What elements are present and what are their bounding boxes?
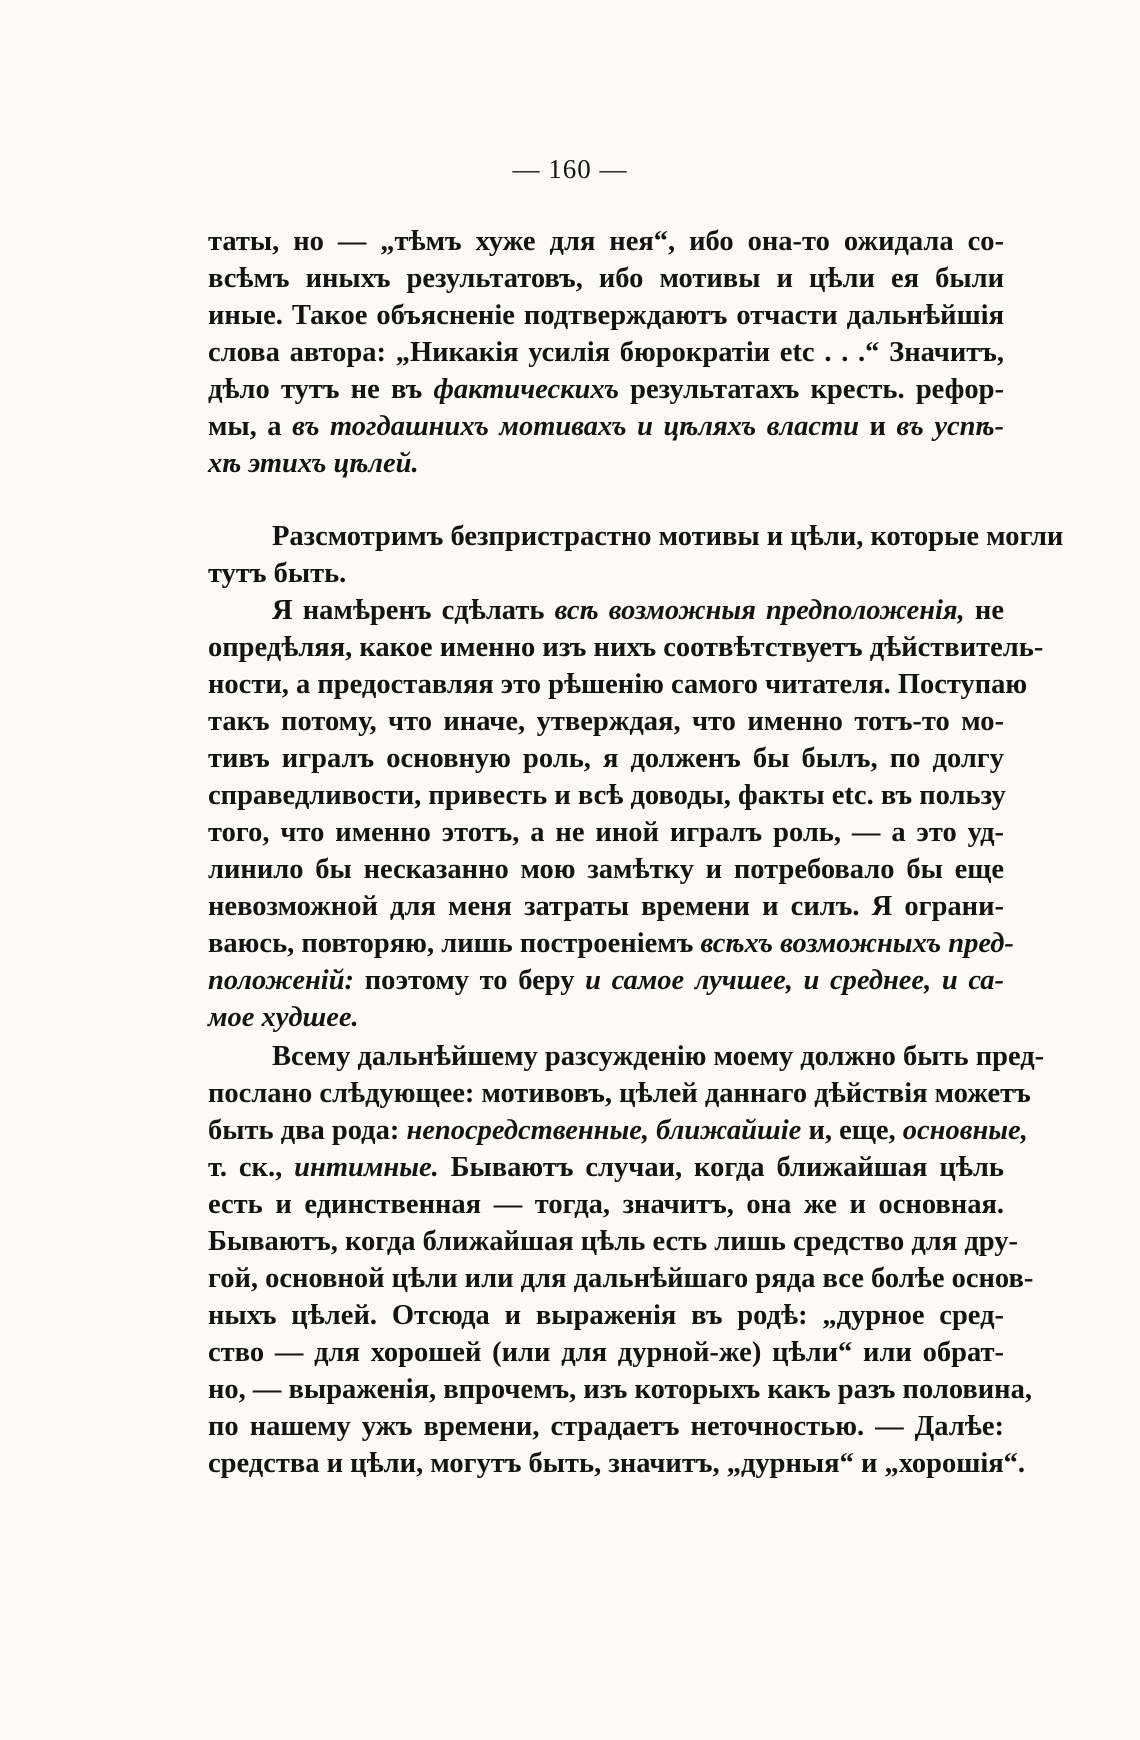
text-run: но, — выраженія, впрочемъ, изъ которыхъ какъ разъ половина, — [208, 1374, 1032, 1405]
text-run: гой, основной цѣли или для дальнѣйшаго ряда все болѣе основ- — [208, 1263, 1034, 1294]
text-run: послано слѣдующее: мотивовъ, цѣлей даннаго дѣйствія можетъ — [208, 1078, 1031, 1109]
text-run: опредѣляя, какое именно изъ нихъ соотвѣтствуетъ дѣйствитель- — [208, 632, 1044, 663]
text-run: и — [858, 411, 897, 442]
text-line — [208, 1260, 1034, 1297]
italic-text: въ успѣ- — [896, 411, 1004, 442]
text-line — [208, 629, 1044, 666]
text-run: линило бы несказанно мою замѣтку и потребовало бы еще — [208, 854, 1004, 885]
text-run: и, еще, — [801, 1115, 903, 1146]
text-run: тутъ быть. — [208, 558, 347, 589]
text-run: мы, а — [208, 411, 293, 442]
text-line — [208, 223, 1004, 260]
text-run: результатахъ кресть. рефор- — [618, 374, 1004, 405]
text-line — [208, 999, 1004, 1036]
text-run: того, что именно этотъ, а не иной игралъ роль, — а это уд- — [208, 817, 1004, 848]
text-line — [208, 334, 1004, 371]
text-line — [208, 518, 1064, 555]
text-line — [208, 740, 1004, 777]
text-line — [208, 777, 1004, 814]
italic-text: и самое лучшее, и среднее, и са- — [585, 965, 1004, 996]
text-line — [208, 888, 1004, 925]
paragraph-2 — [208, 518, 1064, 1036]
text-run: Я намѣренъ сдѣлать — [272, 595, 555, 626]
text-run: поэтому то беру — [354, 965, 586, 996]
text-line — [208, 1334, 1004, 1371]
text-line — [208, 814, 1004, 851]
text-line — [208, 1038, 1045, 1075]
text-run: ство — для хорошей (или для дурной-же) цѣли“ или обрат- — [208, 1337, 1004, 1368]
text-line — [208, 592, 1004, 629]
italic-text: всѣхъ возможныхъ пред- — [700, 928, 1014, 959]
text-line — [208, 1149, 1004, 1186]
text-line — [208, 1445, 1026, 1482]
text-line — [208, 1408, 1004, 1445]
text-line — [208, 371, 1004, 408]
text-line — [208, 1186, 1004, 1223]
text-run: всѣмъ иныхъ результатовъ, ибо мотивы и цѣли ея были — [208, 263, 1004, 294]
text-line — [208, 1371, 1032, 1408]
text-run: такъ потому, что иначе, утверждая, что именно тотъ-то мо- — [208, 706, 1004, 737]
italic-text: фактическихъ — [433, 374, 619, 405]
text-line — [208, 1223, 1018, 1260]
text-run: невозможной для меня затраты времени и силъ. Я ограни- — [208, 891, 1004, 922]
text-line — [208, 925, 1014, 962]
text-run: средства и цѣли, могутъ быть, значитъ, „дурныя“ и „хорошія“. — [208, 1448, 1026, 1479]
text-run: иные. Такое объясненіе подтверждаютъ отчасти дальнѣйшія — [208, 300, 1004, 331]
text-line — [208, 297, 1004, 334]
text-run: Разсмотримъ безпристрастно мотивы и цѣли, которые могли — [272, 521, 1064, 552]
text-line — [208, 1112, 1028, 1149]
text-run: Всему дальнѣйшему разсужденію моему должно быть пред- — [272, 1041, 1045, 1072]
italic-text: въ тогдашнихъ мотивахъ и цѣляхъ власти — [292, 411, 859, 442]
text-run: т. ск., — [208, 1152, 295, 1183]
italic-text: интимные. — [294, 1152, 439, 1183]
text-run: есть и единственная — тогда, значитъ, она же и основная. — [208, 1189, 1004, 1220]
text-run: справедливости, привесть и всѣ доводы, факты etc. въ пользу — [208, 780, 1006, 811]
text-run: не — [964, 595, 1004, 626]
text-line — [208, 408, 1004, 445]
paragraph-1 — [208, 223, 1004, 482]
text-run: ваюсь, повторяю, лишь построеніемъ — [208, 928, 701, 959]
text-run: быть два рода: — [208, 1115, 407, 1146]
text-line — [208, 851, 1004, 888]
text-line — [208, 666, 1028, 703]
text-run: дѣло тутъ не въ — [208, 374, 434, 405]
italic-text: мое худшее. — [208, 1002, 359, 1033]
italic-text: положеній: — [208, 965, 355, 996]
text-line — [208, 703, 1004, 740]
italic-text: всѣ возможныя предположенія, — [554, 595, 965, 626]
italic-text: основные, — [902, 1115, 1028, 1146]
paragraph-3 — [208, 1038, 1045, 1482]
text-run: тивъ игралъ основную роль, я долженъ бы былъ, по долгу — [208, 743, 1004, 774]
italic-text: хѣ этихъ цѣлей. — [208, 448, 419, 479]
text-run: слова автора: „Никакія усилія бюрократіи etc . . .“ Значитъ, — [208, 337, 1004, 368]
text-run: ности, а предоставляя это рѣшенію самого читателя. Поступаю — [208, 669, 1028, 700]
text-line — [208, 260, 1004, 297]
text-run: Бываютъ случаи, когда ближайшая цѣль — [438, 1152, 1004, 1183]
text-line — [208, 1075, 1031, 1112]
text-line — [208, 1297, 1004, 1334]
page-number: — 160 — — [512, 154, 628, 184]
text-line — [208, 555, 1004, 592]
text-run: таты, но — „тѣмъ хуже для нея“, ибо она-то ожидала со- — [208, 226, 1004, 257]
text-run: Бываютъ, когда ближайшая цѣль есть лишь средство для дру- — [208, 1226, 1018, 1257]
text-run: ныхъ цѣлей. Отсюда и выраженія въ родѣ: „дурное сред- — [208, 1300, 1004, 1331]
text-run: по нашему ужъ времени, страдаетъ неточностью. — Далѣе: — [208, 1411, 1004, 1442]
text-line — [208, 962, 1004, 999]
text-line — [208, 445, 1004, 482]
italic-text: непосредственные, ближайшіе — [406, 1115, 802, 1146]
